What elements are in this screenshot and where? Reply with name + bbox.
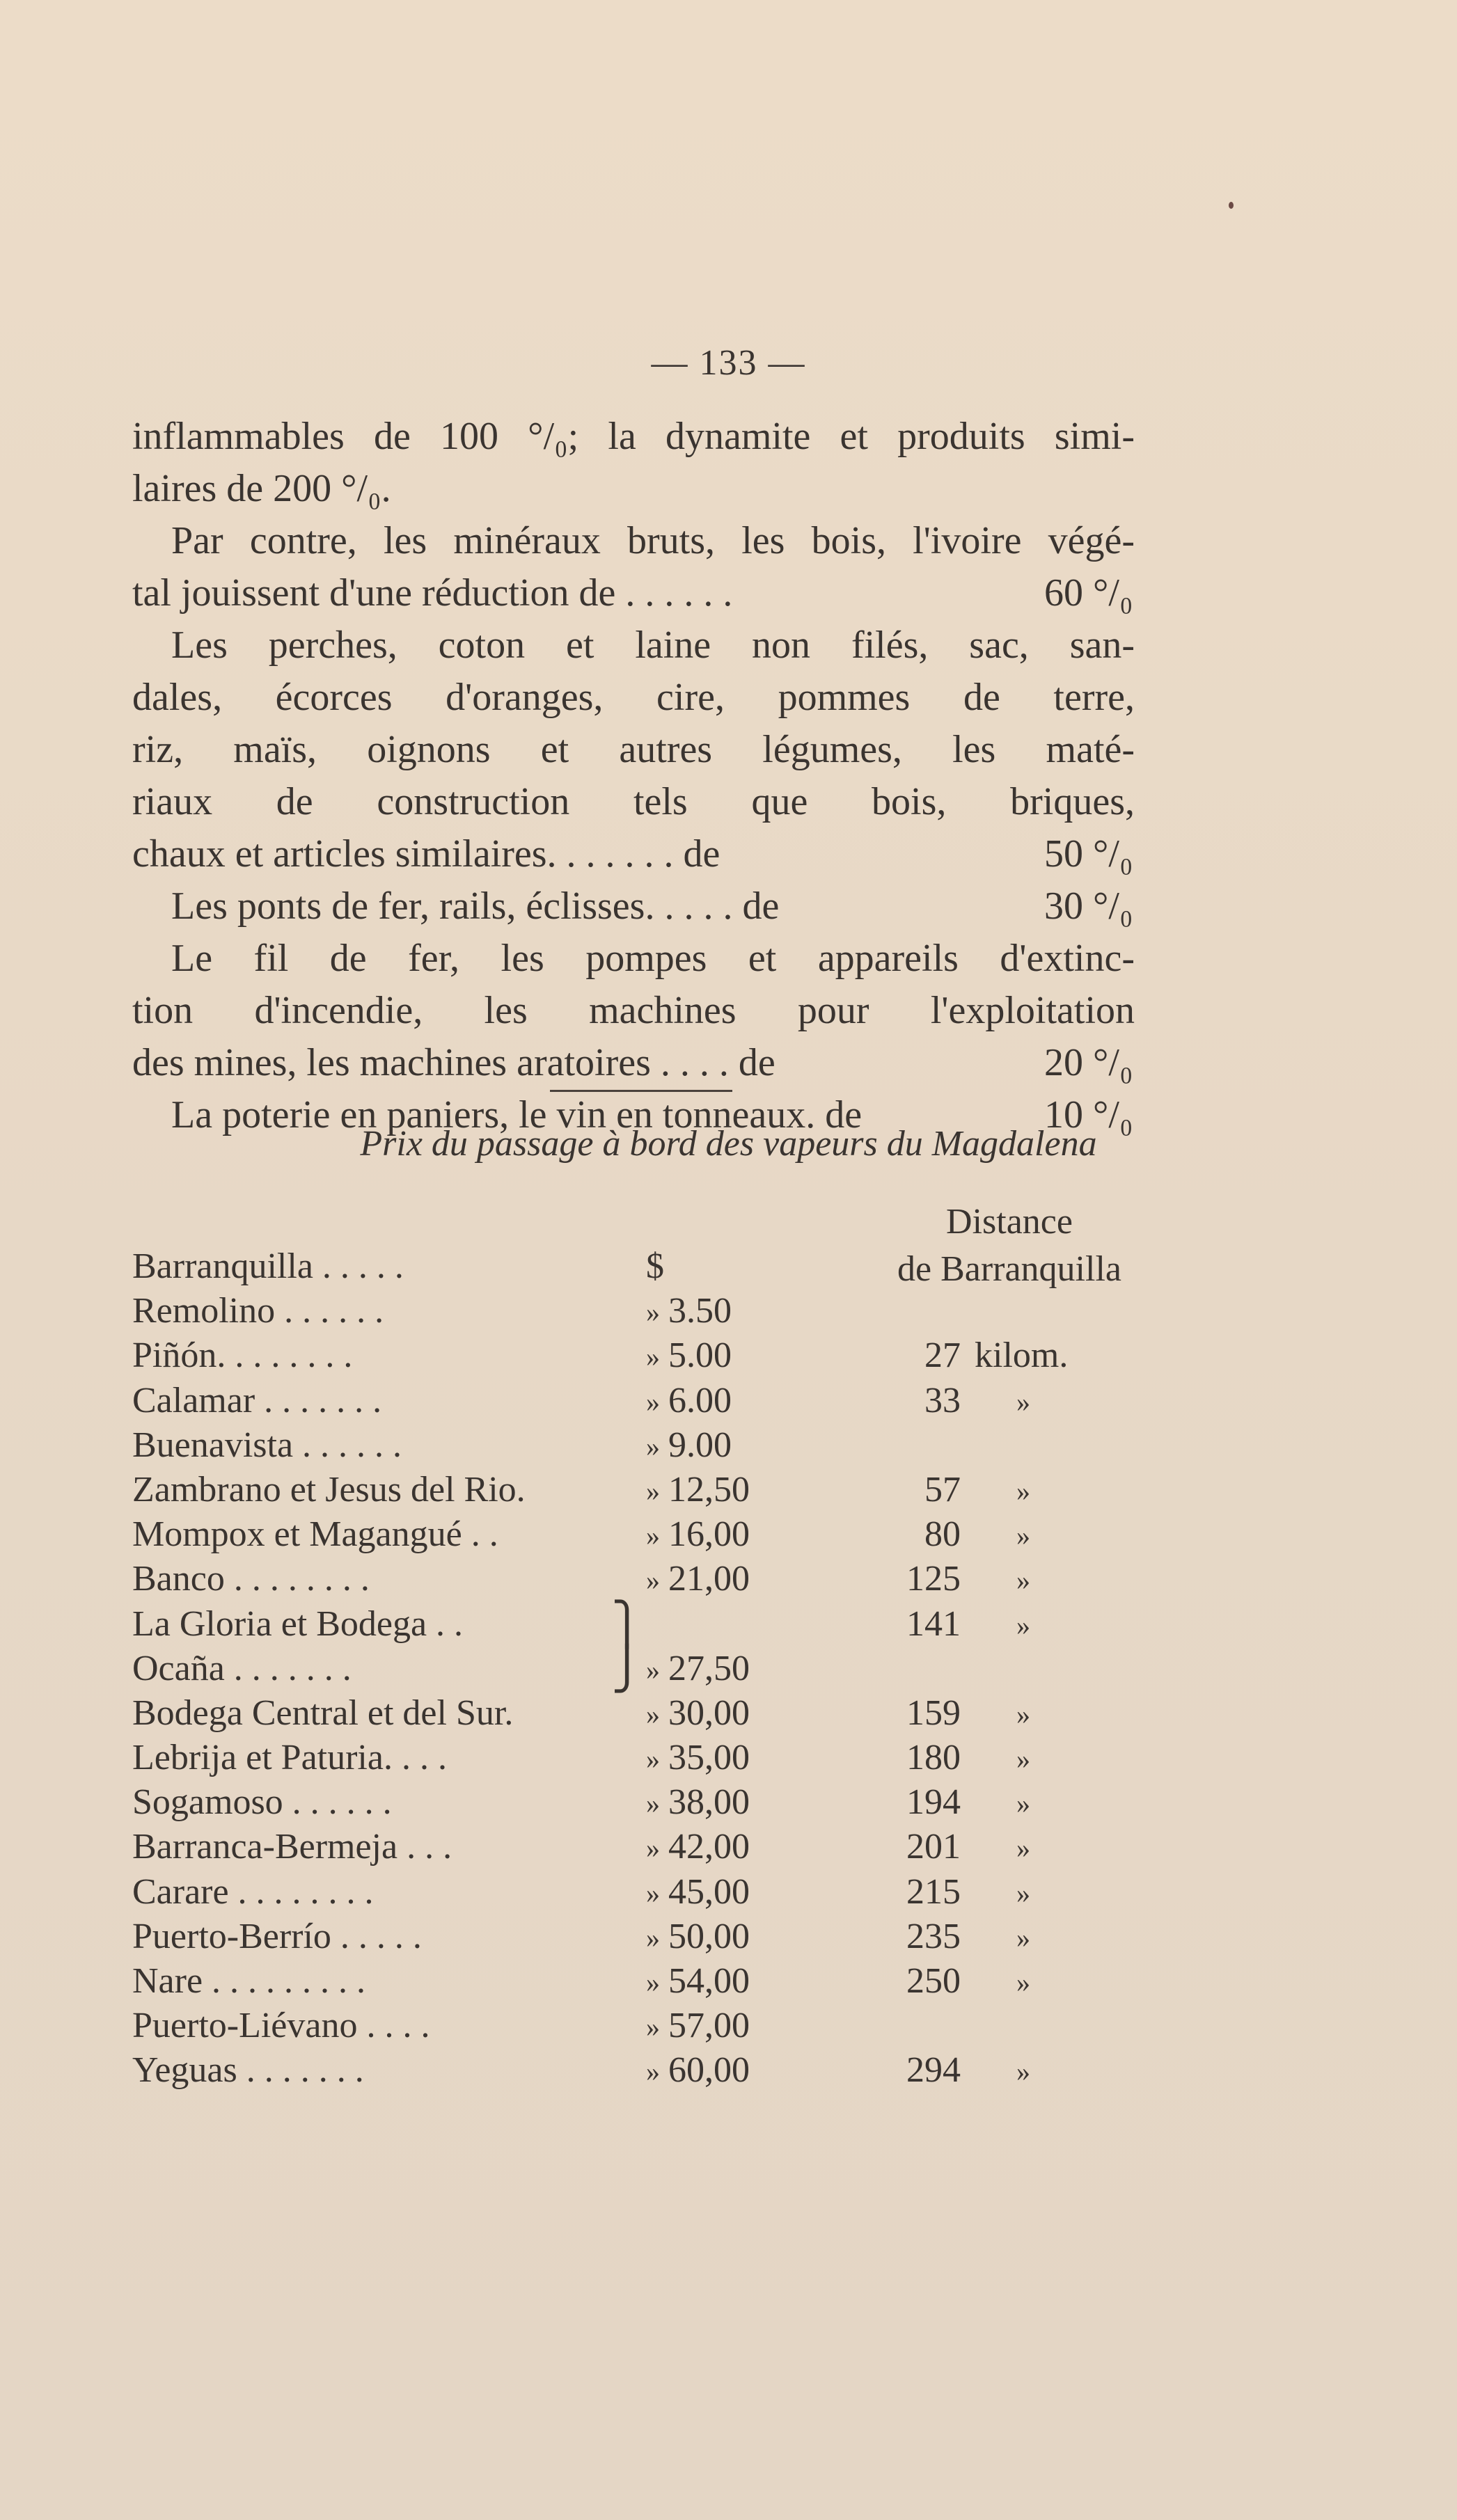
item-label: Les ponts de fer, rails, éclisses. . . . . de: [171, 885, 780, 928]
ditto-mark: »: [1016, 1832, 1030, 1864]
place-name: Bodega Central et del Sur.: [132, 1693, 514, 1733]
fare-price: 35,00: [668, 1738, 750, 1778]
text-line: [132, 880, 1135, 933]
section-divider: [550, 1090, 732, 1092]
fare-price: 45,00: [668, 1871, 750, 1912]
table-row: [132, 2005, 1176, 2050]
place-name: Puerto-Berrío . . . . .: [132, 1916, 422, 1956]
fare-price: 30,00: [668, 1693, 750, 1733]
place-name: Buenavista . . . . . .: [132, 1425, 402, 1465]
place-name: Nare . . . . . . . . .: [132, 1961, 366, 2001]
text-line: Les perches, coton et laine non filés, sac, san-: [171, 624, 1135, 667]
place-name: Sogamoso . . . . . .: [132, 1782, 392, 1823]
place-name: Calamar . . . . . . .: [132, 1380, 382, 1420]
place-name: Banco . . . . . . . .: [132, 1559, 370, 1599]
table-row: [132, 1246, 1176, 1290]
place-name: Ocaña . . . . . . .: [132, 1648, 352, 1688]
distance-value: 141: [906, 1603, 961, 1644]
distance-value: 33: [924, 1380, 961, 1420]
distance-value: 215: [906, 1871, 961, 1912]
ditto-mark: »: [646, 1698, 660, 1730]
text-line: riz, maïs, oignons et autres légumes, les maté-: [132, 728, 1135, 771]
distance-value: 57: [924, 1469, 961, 1509]
ditto-mark: »: [1016, 1564, 1030, 1596]
ditto-mark: »: [646, 1520, 660, 1552]
distance-value: 159: [906, 1693, 961, 1733]
ditto-mark: »: [646, 2056, 660, 2088]
text-line: tion d'incendie, les machines pour l'exploitation: [132, 989, 1135, 1032]
ditto-mark: »: [1016, 2056, 1030, 2088]
ditto-mark: »: [1016, 1967, 1030, 1998]
ditto-mark: »: [1016, 1877, 1030, 1909]
text-line: Par contre, les minéraux bruts, les bois, l'ivoire végé-: [171, 519, 1135, 562]
place-name: Barranquilla . . . . .: [132, 1246, 404, 1286]
table-row: [132, 1380, 1176, 1425]
fare-price: 6.00: [668, 1380, 732, 1420]
place-name: Barranca-Bermeja . . .: [132, 1827, 452, 1867]
fare-price: 9.00: [668, 1425, 732, 1465]
ditto-mark: »: [1016, 1698, 1030, 1730]
distance-value: 201: [906, 1827, 961, 1867]
table-row: [132, 1335, 1176, 1379]
ditto-mark: »: [646, 1341, 660, 1373]
fare-price: 16,00: [668, 1514, 750, 1555]
fare-price: 5.00: [668, 1336, 732, 1376]
distance-header-line: de Barranquilla: [897, 1249, 1121, 1289]
rate-value: 20 °/₀: [1044, 1041, 1133, 1084]
text-line: [132, 1037, 1135, 1089]
item-label: La poterie en paniers, le vin en tonneaux. de: [171, 1093, 863, 1136]
text-line: [132, 828, 1135, 880]
distance-value: 250: [906, 1961, 961, 2001]
table-row: [132, 1960, 1176, 2005]
fare-price: 54,00: [668, 1961, 750, 2001]
ditto-mark: »: [1016, 1788, 1030, 1820]
ditto-mark: »: [1016, 1743, 1030, 1775]
table-row: [132, 1737, 1176, 1782]
rate-value: 10 °/₀: [1044, 1093, 1133, 1136]
distance-unit: kilom.: [975, 1336, 1069, 1376]
text-line: riaux de construction tels que bois, briques,: [132, 780, 1135, 823]
ditto-mark: »: [1016, 1609, 1030, 1641]
ditto-mark: »: [1016, 1520, 1030, 1552]
distance-value: 294: [906, 2050, 961, 2091]
rate-value: 30 °/₀: [1044, 885, 1133, 928]
table-row: [132, 1603, 1176, 1648]
text-line: dales, écorces d'oranges, cire, pommes de terre,: [132, 676, 1135, 719]
item-label: chaux et articles similaires. . . . . . . de: [132, 832, 720, 875]
fare-price: 42,00: [668, 1827, 750, 1867]
text-line: inflammables de 100 °/₀; la dynamite et produits simi-: [132, 415, 1135, 458]
fare-price: 38,00: [668, 1782, 750, 1823]
table-row: [132, 1871, 1176, 1916]
ditto-mark: »: [646, 1430, 660, 1462]
page-number: — 133 —: [651, 343, 806, 383]
distance-value: 194: [906, 1782, 961, 1823]
brace-top: ⎫: [611, 1601, 643, 1647]
paper-speck: [1229, 202, 1234, 209]
fare-price: 12,50: [668, 1469, 750, 1509]
ditto-mark: »: [646, 1877, 660, 1909]
ditto-mark: »: [646, 1386, 660, 1418]
ditto-mark: »: [646, 1921, 660, 1954]
rate-value: 60 °/₀: [1044, 571, 1133, 615]
table-title: Prix du passage à bord des vapeurs du Magdalena: [360, 1124, 1097, 1164]
ditto-mark: »: [646, 1832, 660, 1864]
ditto-mark: »: [646, 1564, 660, 1596]
ditto-mark: »: [646, 1654, 660, 1686]
distance-value: 235: [906, 1916, 961, 1956]
distance-value: 80: [924, 1514, 961, 1555]
table-row: [132, 1826, 1176, 1871]
fare-price: 50,00: [668, 1916, 750, 1956]
table-row: [132, 1514, 1176, 1558]
place-name: Yeguas . . . . . . .: [132, 2050, 364, 2091]
text-line: Le fil de fer, les pompes et appareils d'extinc-: [171, 937, 1135, 980]
tariff-text: [132, 411, 1135, 1141]
table-row: [132, 1290, 1176, 1335]
ditto-mark: »: [646, 1743, 660, 1775]
ditto-mark: »: [646, 1297, 660, 1329]
text-span: laires de 200 °/₀.: [132, 467, 391, 510]
table-row: [132, 1693, 1176, 1737]
distance-value: 180: [906, 1738, 961, 1778]
fare-price: 21,00: [668, 1559, 750, 1599]
ditto-mark: »: [646, 1967, 660, 1998]
table-row: [132, 2050, 1176, 2094]
fare-price: 27,50: [668, 1648, 750, 1688]
text-line: [132, 567, 1135, 619]
place-name: Puerto-Liévano . . . .: [132, 2006, 430, 2046]
place-name: Zambrano et Jesus del Rio.: [132, 1469, 526, 1509]
fare-price: 57,00: [668, 2006, 750, 2046]
table-row: [132, 1916, 1176, 1960]
table-row: [132, 1645, 1176, 1693]
distance-header-line: Distance: [946, 1202, 1073, 1242]
fare-price: 60,00: [668, 2050, 750, 2091]
table-row: [132, 1782, 1176, 1826]
fare-table: [132, 1246, 1176, 2095]
text-line: [132, 463, 1135, 515]
ditto-mark: »: [646, 1788, 660, 1820]
distance-value: 125: [906, 1559, 961, 1599]
item-label: tal jouissent d'une réduction de . . . . . .: [132, 571, 733, 615]
rate-value: 50 °/₀: [1044, 832, 1133, 875]
ditto-mark: »: [1016, 1921, 1030, 1954]
table-row: [132, 1469, 1176, 1514]
place-name: Lebrija et Paturia. . . .: [132, 1738, 447, 1778]
fare-price: 3.50: [668, 1291, 732, 1331]
place-name: Remolino . . . . . .: [132, 1291, 384, 1331]
place-name: Piñón. . . . . . . .: [132, 1336, 353, 1376]
table-row: [132, 1558, 1176, 1603]
table-row: [132, 1425, 1176, 1469]
distance-value: 27: [924, 1336, 961, 1376]
ditto-mark: »: [1016, 1386, 1030, 1418]
place-name: Mompox et Magangué . .: [132, 1514, 498, 1555]
brace-bottom: ⎭: [611, 1645, 643, 1692]
ditto-mark: »: [646, 1475, 660, 1507]
place-name: Carare . . . . . . . .: [132, 1871, 374, 1912]
ditto-mark: »: [1016, 1475, 1030, 1507]
ditto-mark: »: [646, 2011, 660, 2043]
currency-symbol: $: [646, 1246, 664, 1286]
place-name: La Gloria et Bodega . .: [132, 1603, 464, 1644]
item-label: des mines, les machines aratoires . . . . de: [132, 1041, 775, 1084]
